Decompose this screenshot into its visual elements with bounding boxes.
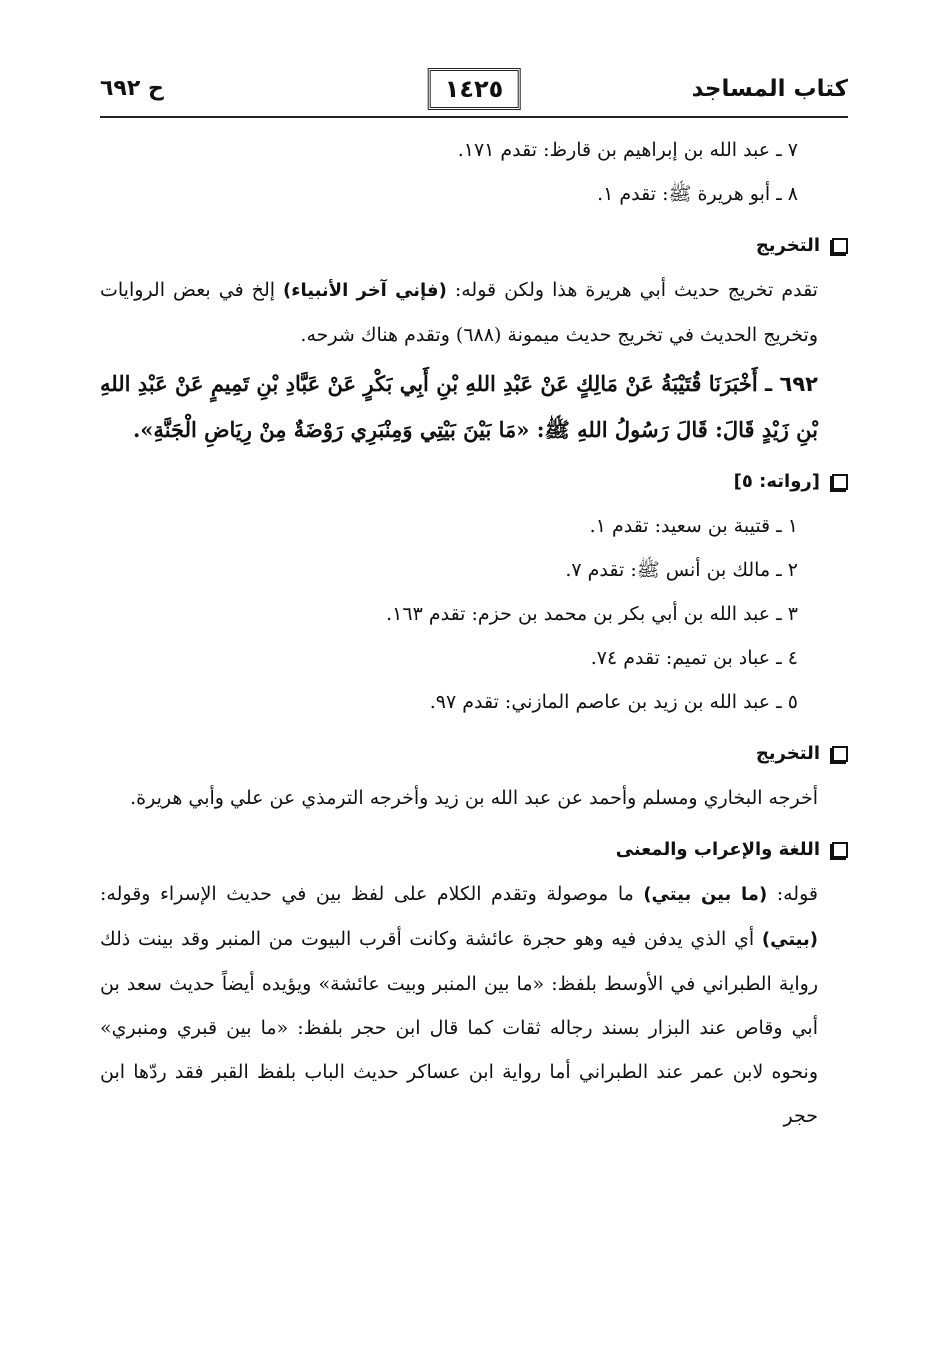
checkbox-square-icon — [832, 474, 848, 490]
section-heading-text: [رواته: ٥] — [733, 471, 820, 492]
hadith-ref: ح ٦٩٢ — [100, 76, 164, 101]
narrator-line: ٣ ـ عبد الله بن أبي بكر بن محمد بن حزم: تقدم ١٦٣. — [386, 603, 798, 625]
section-heading-lugha — [100, 828, 848, 872]
lugha-paragraph: قوله: (ما بين بيتي) ما موصولة وتقدم الكلام على لفظ بين في حديث الإسراء وقوله: (بيتي) أي الذي يدفن فيه وهو حجرة عائشة وكانت أقرب البيوت من المنبر وقد بينت ذلك رواية الطبراني في الأوسط بلفظ: «ما بين المنبر وبيت عائشة» ويؤيده أيضاً حديث سعد بن أبي وقاص عند البزار بسند رجاله ثقات كما قال ابن حجر بلفظ: «ما بين قبري ومنبري» ونحوه لابن عمر عند الطبراني أما رواية ابن عساكر حديث الباب بلفظ القبر فقد ردّها ابن حجر — [100, 883, 818, 1127]
page-content — [100, 128, 848, 1138]
narrator-line: ٢ ـ مالك بن أنس ﷺ: تقدم ٧. — [565, 559, 798, 581]
section-heading-rawatuh — [100, 460, 848, 504]
page-header — [100, 66, 848, 118]
bold-quote: (بيتي) — [761, 929, 818, 950]
section-heading-text: التخريج — [755, 743, 820, 764]
hadith-text: ٦٩٢ ـ أَخْبَرَنَا قُتَيْبَةُ عَنْ مَالِكٍ عَنْ عَبْدِ اللهِ بْنِ أَبِي بَكْرٍ عَنْ عَبَّادِ بْنِ تَمِيمٍ عَنْ عَبْدِ اللهِ بْنِ زَيْدٍ قَالَ: قَالَ رَسُولُ اللهِ ﷺ: «مَا بَيْنَ بَيْتِي وَمِنْبَرِي رَوْضَةٌ مِنْ رِيَاضِ الْجَنَّةِ». — [100, 371, 818, 442]
narrator-line: ٤ ـ عباد بن تميم: تقدم ٧٤. — [590, 647, 798, 669]
checkbox-square-icon — [832, 238, 848, 254]
narrator-line: ١ ـ قتيبة بن سعيد: تقدم ١. — [589, 515, 798, 537]
checkbox-square-icon — [832, 746, 848, 762]
narrator-line: ٨ ـ أبو هريرة ﷺ: تقدم ١. — [597, 183, 798, 205]
takhrij-paragraph: أخرجه البخاري ومسلم وأحمد عن عبد الله بن زيد وأخرجه الترمذي عن علي وأبي هريرة. — [130, 787, 818, 809]
section-heading-text: التخريج — [755, 235, 820, 256]
takhrij-paragraph: تقدم تخريج حديث أبي هريرة هذا ولكن قوله: (فإني آخر الأنبياء) إلخ في بعض الروايات وتخريج الحديث في تخريج حديث ميمونة (٦٨٨) وتقدم هناك شرحه. — [100, 279, 818, 346]
book-title: كتاب المساجد — [691, 76, 848, 102]
checkbox-square-icon — [832, 842, 848, 858]
hadith-number: ٦٩٢ ـ — [765, 372, 818, 396]
bold-quote: (ما بين بيتي) — [643, 884, 768, 905]
bold-quote: (فإني آخر الأنبياء) — [283, 280, 447, 301]
narrator-line: ٧ ـ عبد الله بن إبراهيم بن قارظ: تقدم ١٧١. — [457, 139, 798, 161]
section-heading-takhrij — [100, 732, 848, 776]
page-number: ١٤٢٥ — [428, 68, 521, 110]
section-heading-takhrij — [100, 224, 848, 268]
narrator-line: ٥ ـ عبد الله بن زيد بن عاصم المازني: تقدم ٩٧. — [429, 691, 798, 713]
section-heading-text: اللغة والإعراب والمعنى — [615, 839, 820, 860]
